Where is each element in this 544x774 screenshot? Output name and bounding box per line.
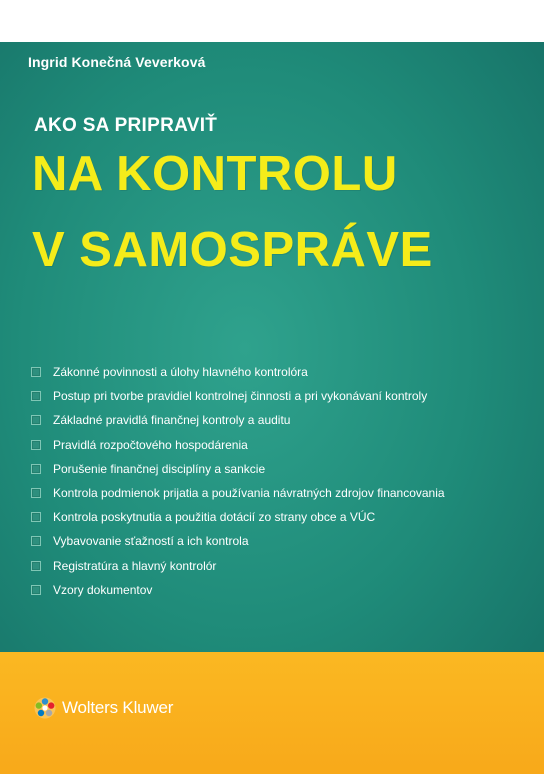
topic-list	[31, 360, 531, 602]
square-bullet-icon	[31, 391, 41, 401]
topic-text: Zákonné povinnosti a úlohy hlavného kontrolóra	[53, 365, 308, 380]
square-bullet-icon	[31, 561, 41, 571]
publisher-name: Wolters Kluwer	[62, 698, 174, 717]
square-bullet-icon	[31, 585, 41, 595]
square-bullet-icon	[31, 440, 41, 450]
top-white-band	[0, 0, 544, 42]
topic-item	[31, 481, 531, 505]
topic-text: Postup pri tvorbe pravidiel kontrolnej činnosti a pri vykonávaní kontroly	[53, 389, 428, 404]
square-bullet-icon	[31, 512, 41, 522]
square-bullet-icon	[31, 464, 41, 474]
topic-item	[31, 408, 531, 432]
topic-text: Porušenie finančnej disciplíny a sankcie	[53, 461, 266, 476]
topic-item	[31, 554, 531, 578]
wolters-kluwer-logo-icon	[34, 697, 56, 719]
topic-item	[31, 578, 531, 602]
topic-item	[31, 457, 531, 481]
publisher-logo	[34, 697, 173, 719]
topic-text: Vzory dokumentov	[53, 582, 153, 597]
topic-item	[31, 505, 531, 529]
square-bullet-icon	[31, 536, 41, 546]
topic-item	[31, 384, 531, 408]
topic-item	[31, 529, 531, 553]
topic-item	[31, 360, 531, 384]
title-line-2: V SAMOSPRÁVE	[32, 223, 433, 277]
topic-text: Kontrola poskytnutia a použitia dotácií zo strany obce a VÚC	[53, 510, 376, 525]
subtitle: AKO SA PRIPRAVIŤ	[34, 115, 218, 136]
title-line-1: NA KONTROLU	[32, 147, 398, 201]
topic-text: Pravidlá rozpočtového hospodárenia	[53, 437, 248, 452]
square-bullet-icon	[31, 415, 41, 425]
square-bullet-icon	[31, 367, 41, 377]
square-bullet-icon	[31, 488, 41, 498]
topic-text: Základné pravidlá finančnej kontroly a auditu	[53, 413, 291, 428]
author-name: Ingrid Konečná Veverková	[28, 54, 206, 70]
topic-text: Kontrola podmienok prijatia a používania návratných zdrojov financovania	[53, 486, 445, 501]
topic-item	[31, 433, 531, 457]
topic-text: Vybavovanie sťažností a ich kontrola	[53, 534, 249, 549]
topic-text: Registratúra a hlavný kontrolór	[53, 558, 217, 573]
